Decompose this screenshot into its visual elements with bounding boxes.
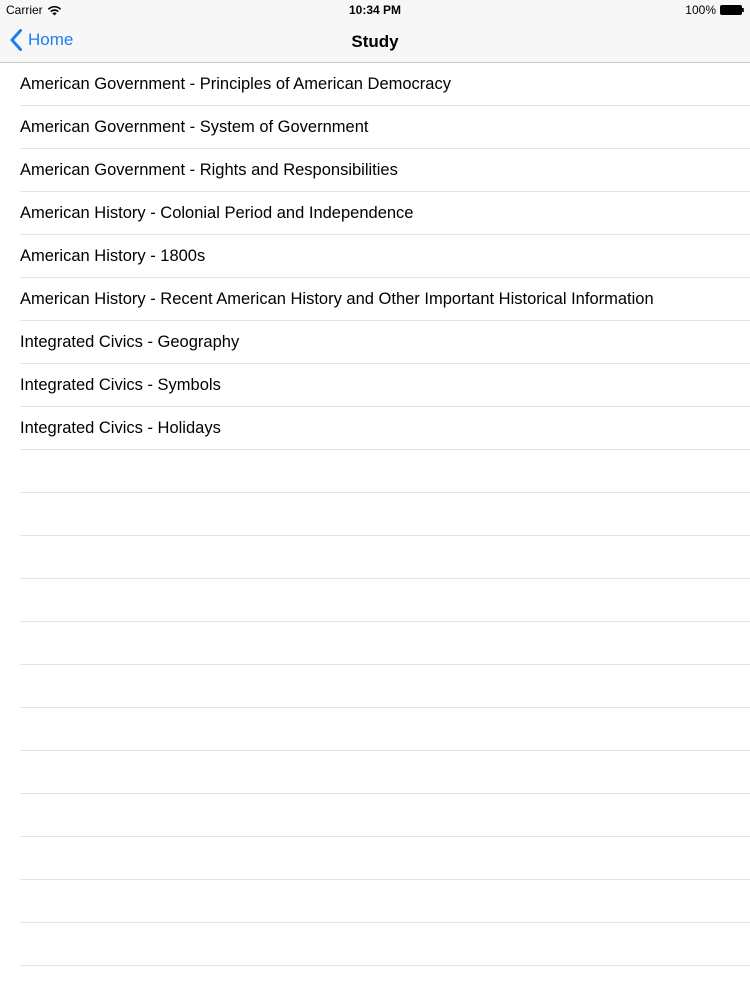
topic-label: Integrated Civics - Symbols [20, 376, 221, 394]
empty-row [0, 751, 750, 794]
topic-label: Integrated Civics - Geography [20, 333, 240, 351]
topic-label: American Government - Principles of American Democracy [20, 75, 451, 93]
battery-indicator [685, 3, 744, 17]
topic-label: American Government - Rights and Responsibilities [20, 161, 398, 179]
topic-row[interactable] [0, 278, 750, 321]
topic-list [0, 63, 750, 1000]
empty-row [0, 880, 750, 923]
topic-row[interactable] [0, 63, 750, 106]
empty-row [0, 622, 750, 665]
topic-label: American History - Recent American History and Other Important Historical Information [20, 290, 654, 308]
topic-label: American History - 1800s [20, 247, 206, 265]
topic-row[interactable] [0, 149, 750, 192]
page-title: Study [351, 32, 399, 51]
topic-row[interactable] [0, 106, 750, 149]
carrier-label: Carrier [6, 3, 43, 17]
battery-percentage: 100% [685, 3, 716, 17]
back-button-label: Home [28, 30, 74, 49]
topic-row[interactable] [0, 235, 750, 278]
empty-row [0, 708, 750, 751]
top-bar [0, 0, 750, 63]
navigation-bar [0, 21, 750, 63]
empty-row [0, 794, 750, 837]
topic-label: American Government - System of Government [20, 118, 369, 136]
empty-row [0, 536, 750, 579]
status-time: 10:34 PM [348, 3, 402, 17]
topic-label: Integrated Civics - Holidays [20, 419, 221, 437]
empty-row [0, 493, 750, 536]
status-bar [0, 0, 750, 21]
topic-row[interactable] [0, 192, 750, 235]
topic-row[interactable] [0, 321, 750, 364]
battery-icon [720, 5, 744, 15]
topic-label: American History - Colonial Period and Independence [20, 204, 414, 222]
empty-row [0, 579, 750, 622]
empty-row [0, 923, 750, 966]
topic-row[interactable] [0, 364, 750, 407]
empty-row [0, 450, 750, 493]
empty-row [0, 665, 750, 708]
topic-row[interactable] [0, 407, 750, 450]
empty-row [0, 837, 750, 880]
